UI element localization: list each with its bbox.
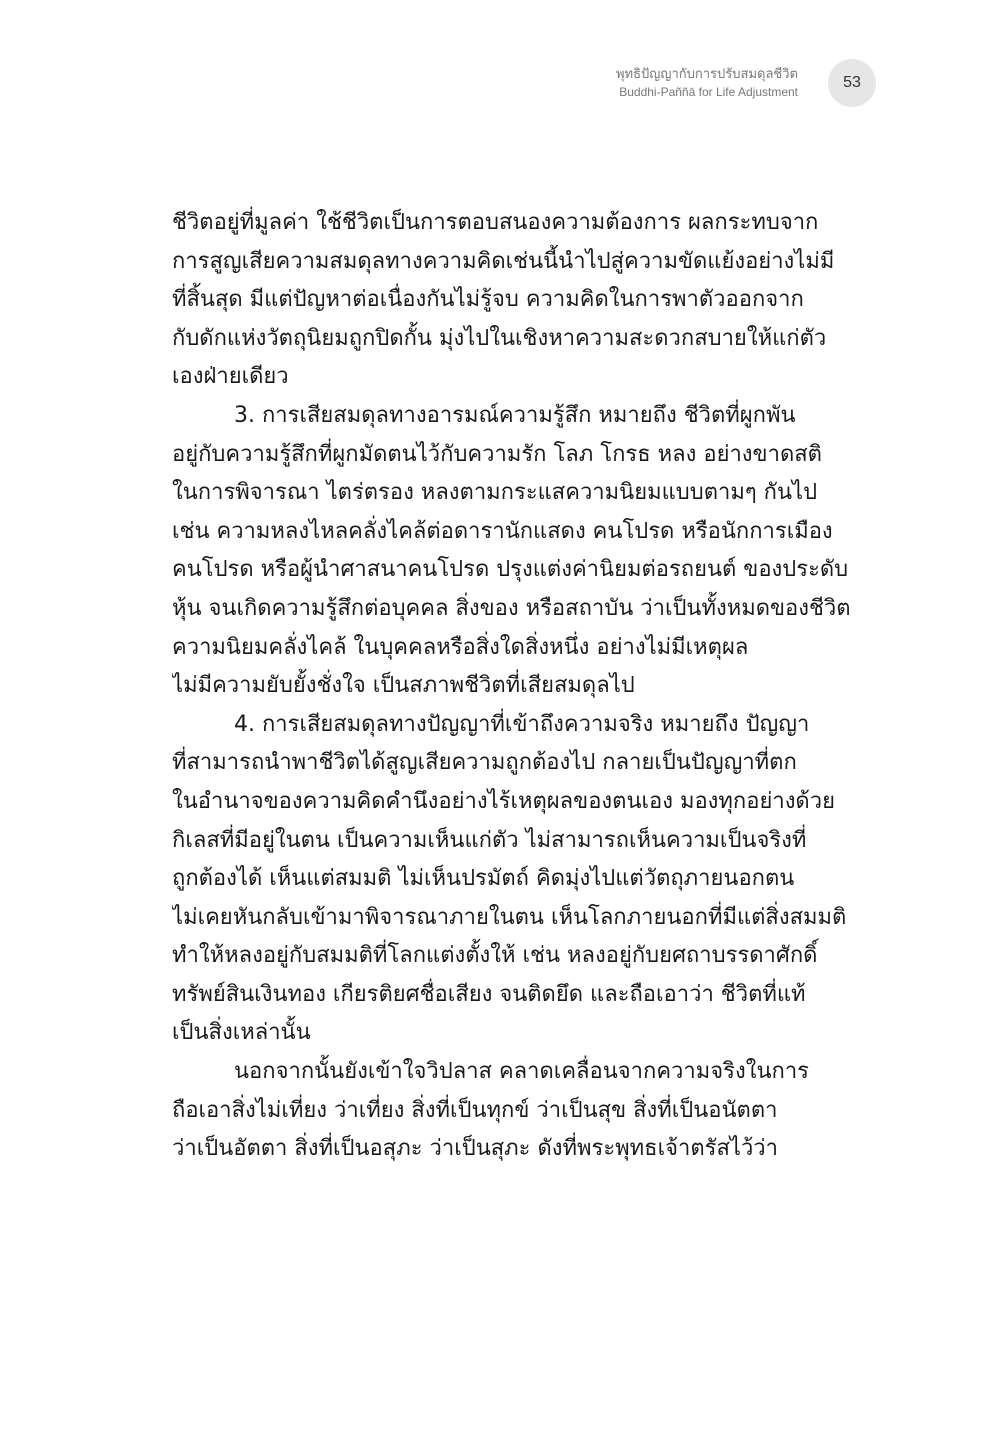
- text-line: ชีวิตอยู่ที่มูลค่า ใช้ชีวิตเป็นการตอบสนองความต้องการ ผลกระทบจาก: [172, 210, 819, 235]
- text-line: ไม่มีความยับยั้งชั่งใจ เป็นสภาพชีวิตที่เสียสมดุลไป: [172, 673, 635, 699]
- page-number-badge: [828, 59, 876, 107]
- text-line: ที่สามารถนำพาชีวิตได้สูญเสียความถูกต้องไป กลายเป็นปัญญาที่ตก: [172, 750, 797, 776]
- text-line: ในการพิจารณา ไตร่ตรอง หลงตามกระแสความนิยมแบบตามๆ กันไป: [172, 480, 818, 506]
- text-line: ความนิยมคลั่งไคล้ ในบุคคลหรือสิ่งใดสิ่งหนึ่ง อย่างไม่มีเหตุผล: [172, 634, 749, 660]
- header-title-english: Buddhi-Paññā for Life Adjustment: [619, 85, 798, 99]
- running-header: [616, 66, 798, 100]
- text-line: หุ้น จนเกิดความรู้สึกต่อบุคคล สิ่งของ หรือสถาบัน ว่าเป็นทั้งหมดของชีวิต: [172, 595, 851, 621]
- text-line: ทำให้หลงอยู่กับสมมติที่โลกแต่งตั้งให้ เช่น หลงอยู่กับยศถาบรรดาศักดิ์: [172, 943, 818, 969]
- text-line: การสูญเสียความสมดุลทางความคิดเช่นนี้นำไปสู่ความขัดแย้งอย่างไม่มี: [172, 248, 835, 274]
- text-line: อยู่กับความรู้สึกที่ผูกมัดตนไว้กับความรัก โลภ โกรธ หลง อย่างขาดสติ: [172, 441, 822, 467]
- page-number: 53: [843, 74, 861, 91]
- text-line: คนโปรด หรือผู้นำศาสนาคนโปรด ปรุงแต่งค่านิยมต่อรถยนต์ ของประดับ: [172, 557, 849, 583]
- text-line: 3. การเสียสมดุลทางอารมณ์ความรู้สึก หมายถึง ชีวิตที่ผูกพัน: [234, 402, 796, 428]
- text-line: ทรัพย์สินเงินทอง เกียรติยศชื่อเสียง จนติดยึด และถือเอาว่า ชีวิตที่แท้: [172, 981, 806, 1007]
- text-line: กับดักแห่งวัตถุนิยมถูกปิดกั้น มุ่งไปในเชิงหาความสะดวกสบายให้แก่ตัว: [172, 325, 827, 351]
- body-text: [172, 204, 858, 1169]
- text-line: เองฝ่ายเดียว: [172, 364, 289, 390]
- text-line: นอกจากนั้นยังเข้าใจวิปลาส คลาดเคลื่อนจากความจริงในการ: [234, 1059, 809, 1085]
- text-line: เช่น ความหลงไหลคลั่งไคล้ต่อดารานักแสดง คนโปรด หรือนักการเมือง: [172, 518, 833, 544]
- text-line: เป็นสิ่งเหล่านั้น: [172, 1020, 311, 1046]
- header-title-thai: พุทธิปัญญากับการปรับสมดุลชีวิต: [615, 67, 798, 82]
- text-line: กิเลสที่มีอยู่ในตน เป็นความเห็นแก่ตัว ไม่สามารถเห็นความเป็นจริงที่: [172, 827, 807, 853]
- text-line: ไม่เคยหันกลับเข้ามาพิจารณาภายในตน เห็นโลกภายนอกที่มีแต่สิ่งสมมติ: [172, 904, 847, 930]
- text-line: 4. การเสียสมดุลทางปัญญาที่เข้าถึงความจริง หมายถึง ปัญญา: [234, 711, 810, 737]
- text-line: ว่าเป็นอัตตา สิ่งที่เป็นอสุภะ ว่าเป็นสุภะ ดังที่พระพุทธเจ้าตรัสไว้ว่า: [172, 1136, 778, 1162]
- text-line: ที่สิ้นสุด มีแต่ปัญหาต่อเนื่องกันไม่รู้จบ ความคิดในการพาตัวออกจาก: [172, 287, 804, 313]
- text-line: ถูกต้องได้ เห็นแต่สมมติ ไม่เห็นปรมัตถ์ คิดมุ่งไปแต่วัตถุภายนอกตน: [172, 866, 795, 892]
- text-line: ถือเอาสิ่งไม่เที่ยง ว่าเที่ยง สิ่งที่เป็นทุกข์ ว่าเป็นสุข สิ่งที่เป็นอนัตตา: [172, 1097, 778, 1123]
- text-line: ในอำนาจของความคิดคำนึงอย่างไร้เหตุผลของตนเอง มองทุกอย่างด้วย: [172, 788, 835, 814]
